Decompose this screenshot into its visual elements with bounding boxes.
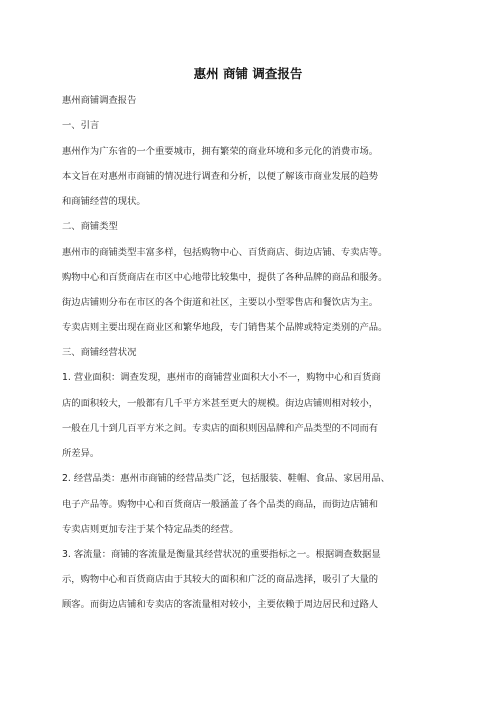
- paragraph-line: 一般在几十到几百平方米之间。专卖店的面积则因品牌和产品类型的不同而有: [62, 423, 379, 434]
- document-title: 惠州 商铺 调查报告: [193, 66, 303, 81]
- section-heading-types: 二、商铺类型: [62, 221, 118, 232]
- paragraph-line: 专卖店则主要出现在商业区和繁华地段，专门销售某个品牌或特定类别的产品。: [62, 322, 388, 333]
- paragraph-line: 示，购物中心和百货商店由于其较大的面积和广泛的商品选择，吸引了大量的: [62, 574, 379, 585]
- paragraph-line: 顾客。而街边店铺和专卖店的客流量相对较小，主要依赖于周边居民和过路人: [62, 599, 379, 610]
- paragraph-line: 2. 经营品类：惠州市商铺的经营品类广泛，包括服装、鞋帽、食品、家居用品、: [62, 473, 390, 484]
- paragraph-line: 专卖店则更加专注于某个特定品类的经营。: [62, 524, 239, 535]
- paragraph-line: 1. 营业面积：调查发现，惠州市的商铺营业面积大小不一，购物中心和百货商: [62, 372, 381, 383]
- paragraph-line: 惠州市的商铺类型丰富多样，包括购物中心、百货商店、街边店铺、专卖店等。: [62, 247, 388, 258]
- section-heading-intro: 一、引言: [62, 120, 100, 131]
- paragraph-line: 惠州作为广东省的一个重要城市，拥有繁荣的商业环境和多元化的消费市场。: [62, 146, 379, 157]
- paragraph-line: 店的面积较大，一般都有几千平方米甚至更大的规模。街边店铺则相对较小，: [62, 398, 379, 409]
- paragraph-line: 街边店铺则分布在市区的各个街道和社区，主要以小型零售店和餐饮店为主。: [62, 297, 379, 308]
- paragraph-line: 本文旨在对惠州市商铺的情况进行调查和分析，以便了解该市商业发展的趋势: [62, 171, 379, 182]
- paragraph-line: 3. 客流量：商铺的客流量是衡量其经营状况的重要指标之一。根据调查数据显: [62, 549, 381, 560]
- paragraph-line: 和商铺经营的现状。: [62, 196, 146, 207]
- paragraph-line: 电子产品等。购物中心和百货商店一般涵盖了各个品类的商品，而街边店铺和: [62, 499, 379, 510]
- section-heading-status: 三、商铺经营状况: [62, 347, 137, 358]
- report-heading: 惠州商铺调查报告: [62, 95, 137, 106]
- paragraph-line: 购物中心和百货商店在市区中心地带比较集中，提供了各种品牌的商品和服务。: [62, 272, 388, 283]
- paragraph-line: 所差异。: [62, 448, 100, 459]
